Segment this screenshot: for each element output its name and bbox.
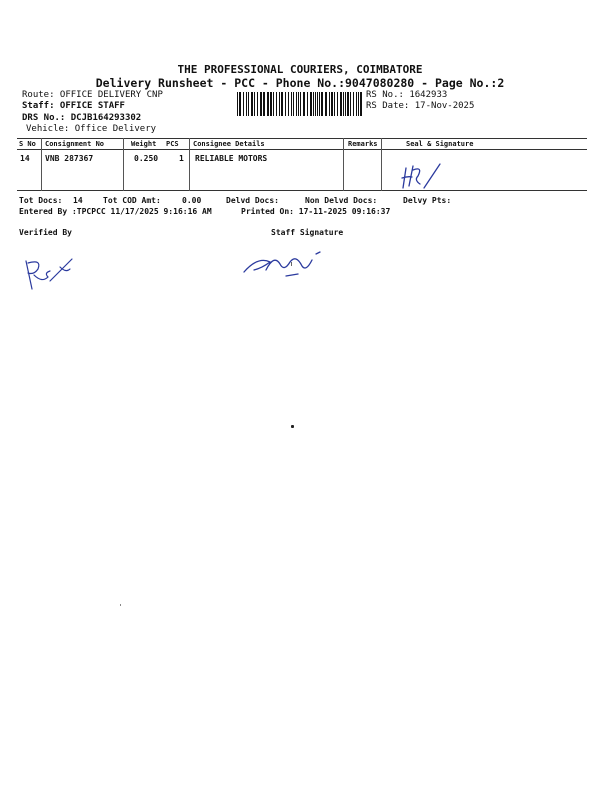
header-consignment: Consignment No: [45, 140, 105, 148]
entered-by: Entered By :TPCPCC 11/17/2025 9:16:16 AM: [19, 207, 212, 216]
staff-signature-label: Staff Signature: [271, 228, 344, 237]
delivered-docs-label: Delvd Docs:: [226, 196, 279, 205]
barcode-bar: [319, 92, 320, 116]
barcode-bar: [315, 92, 316, 116]
row-consignee: RELIABLE MOTORS: [195, 154, 268, 163]
barcode-bar: [340, 92, 342, 116]
total-cod-label: Tot COD Amt:: [103, 196, 161, 205]
barcode-bar: [313, 92, 314, 116]
barcode-bar: [325, 92, 327, 116]
barcode-bar: [303, 92, 305, 116]
header-seal: Seal & Signature: [406, 140, 474, 148]
barcode-bar: [243, 92, 244, 116]
column-divider: [189, 138, 190, 191]
delivery-points-label: Delvy Pts:: [403, 196, 452, 205]
barcode-bar: [251, 92, 253, 116]
column-divider: [41, 138, 42, 191]
barcode-bar: [267, 92, 269, 116]
barcode-bar: [246, 92, 247, 116]
barcode-bar: [257, 92, 258, 116]
vehicle-field: Vehicle: Office Delivery: [26, 124, 157, 134]
barcode-bar: [276, 92, 277, 116]
barcode-bar: [353, 92, 354, 116]
barcode-bar: [310, 92, 312, 116]
table-top-rule: [17, 138, 587, 139]
barcode-bar: [334, 92, 335, 116]
header-remarks: Remarks: [348, 140, 378, 148]
table-bottom-rule: [17, 190, 587, 191]
barcode-bar: [239, 92, 241, 116]
route-field: Route: OFFICE DELIVERY CNP: [22, 90, 163, 100]
runsheet-title: Delivery Runsheet - PCC - Phone No.:9047080280 - Page No.:2: [95, 76, 505, 90]
barcode-bar: [298, 92, 299, 116]
barcode-bar: [281, 92, 283, 116]
barcode-bar: [347, 92, 349, 116]
row-sno: 14: [20, 154, 30, 163]
verified-by-signature: [20, 253, 80, 295]
barcode-bar: [331, 92, 333, 116]
company-name: THE PROFESSIONAL COURIERS, COIMBATORE: [177, 63, 423, 76]
scan-speck: [291, 425, 294, 428]
scan-speck: [291, 262, 292, 266]
barcode-bar: [345, 92, 346, 116]
row-consignment: VNB 287367: [45, 154, 94, 163]
barcode-bar: [263, 92, 265, 116]
barcode-bar: [260, 92, 262, 116]
receiver-signature: [398, 158, 448, 194]
column-divider: [343, 138, 344, 191]
barcode-bar: [291, 92, 292, 116]
column-divider: [381, 138, 382, 191]
total-docs-value: 14: [73, 196, 83, 205]
barcode-bar: [360, 92, 362, 116]
barcode-bar: [254, 92, 255, 116]
row-weight: 0.250: [134, 154, 159, 163]
barcode-image: [237, 92, 365, 116]
barcode-bar: [279, 92, 280, 116]
non-delivered-docs-label: Non Delvd Docs:: [305, 196, 378, 205]
column-divider: [123, 138, 124, 191]
barcode-bar: [356, 92, 357, 116]
drs-field: DRS No.: DCJB164293302: [22, 113, 142, 123]
barcode-bar: [358, 92, 359, 116]
printed-on: Printed On: 17-11-2025 09:16:37: [241, 207, 391, 216]
scan-speck: [120, 604, 121, 606]
verified-by-label: Verified By: [19, 228, 72, 237]
barcode-bar: [273, 92, 274, 116]
barcode-bar: [237, 92, 238, 116]
barcode-bar: [300, 92, 301, 116]
barcode-bar: [337, 92, 338, 116]
rs-date-field: RS Date: 17-Nov-2025: [366, 101, 475, 111]
barcode-bar: [285, 92, 286, 116]
barcode-bar: [329, 92, 330, 116]
barcode-bar: [293, 92, 294, 116]
barcode-bar: [317, 92, 318, 116]
row-pcs: 1: [179, 154, 184, 163]
table-header-rule: [17, 149, 587, 150]
header-consignee: Consignee Details: [193, 140, 265, 148]
barcode-bar: [270, 92, 272, 116]
total-cod-value: 0.00: [182, 196, 202, 205]
total-docs-label: Tot Docs:: [19, 196, 63, 205]
barcode-bar: [288, 92, 289, 116]
rs-number-field: RS No.: 1642933: [366, 90, 448, 100]
barcode-bar: [296, 92, 297, 116]
header-sno: S No: [19, 140, 36, 148]
header-weight: Weight: [131, 140, 157, 148]
header-pcs: PCS: [166, 140, 179, 148]
barcode-bar: [248, 92, 249, 116]
staff-signature: [240, 244, 330, 284]
barcode-bar: [350, 92, 351, 116]
barcode-bar: [321, 92, 323, 116]
barcode-bar: [343, 92, 344, 116]
staff-field: Staff: OFFICE STAFF: [22, 101, 125, 111]
barcode-bar: [307, 92, 308, 116]
